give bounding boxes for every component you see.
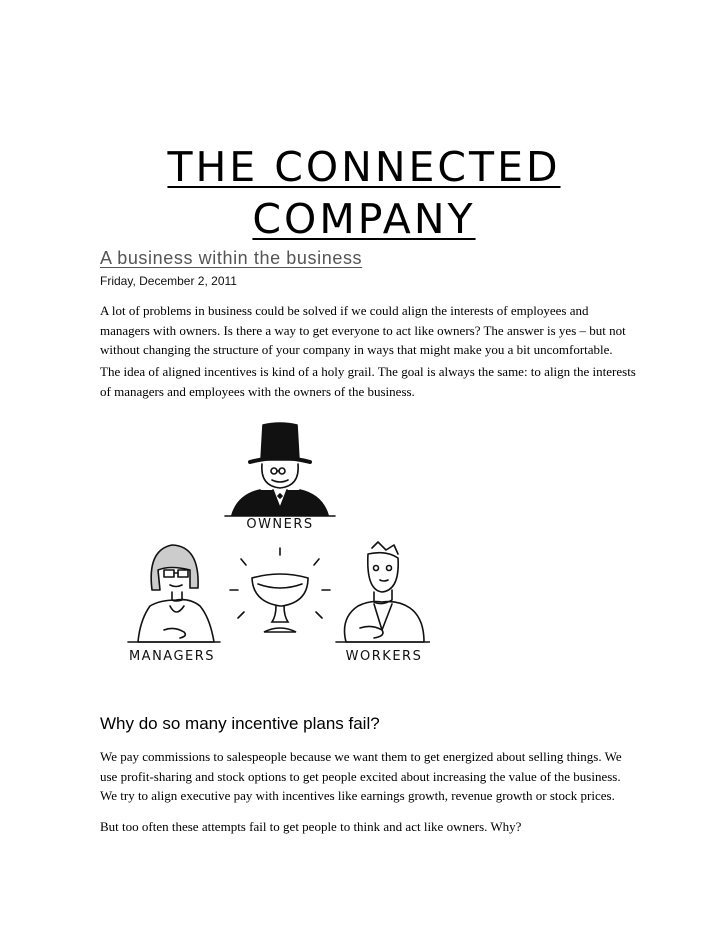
owners-label: OWNERS: [246, 517, 314, 532]
paragraph: The idea of aligned incentives is kind of a holy grail. The goal is always the same: to align the interests of managers and employees with the owners of the business.: [100, 364, 636, 399]
holy-grail-figure: [230, 548, 330, 632]
manager-figure: [128, 545, 220, 642]
owners-managers-workers-illustration: [110, 420, 430, 670]
worker-figure: [336, 542, 430, 642]
subtitle: A business within the business: [100, 248, 363, 268]
owner-figure: [225, 423, 335, 516]
post-date: Friday, December 2, 2011: [100, 274, 237, 288]
managers-label: MANAGERS: [128, 649, 216, 664]
paragraph: We pay commissions to salespeople because we want them to get energized about selling things. We use profit-sharing and stock options to get people excited about increasing the value of the business. We try to align executive pay with incentives like earnings growth, revenue growth or stock prices.: [100, 749, 622, 803]
paragraph: A lot of problems in business could be solved if we could align the interests of employees and managers with owners. Is there a way to get everyone to act like owners? The answer is yes – but not without changing the structure of your company in ways that might make you a bit uncomfortable.: [100, 303, 626, 357]
document-title: [100, 141, 628, 245]
workers-label: WORKERS: [345, 649, 423, 664]
paragraph: But too often these attempts fail to get people to think and act like owners. Why?: [100, 819, 522, 834]
section-heading: Why do so many incentive plans fail?: [100, 714, 380, 733]
title-line-2: COMPANY: [252, 195, 476, 243]
title-line-1: THE CONNECTED: [167, 143, 561, 191]
